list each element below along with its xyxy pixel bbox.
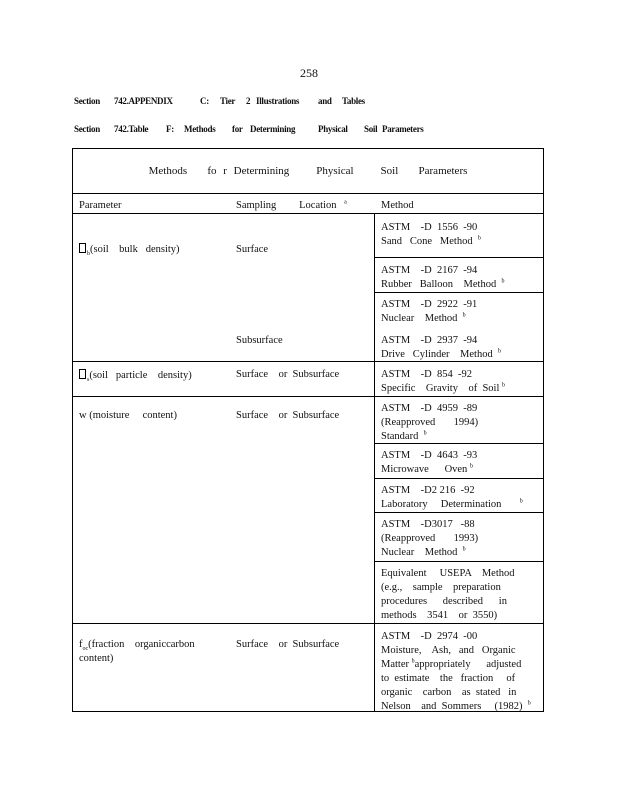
header-word: Methods [184, 124, 216, 134]
method-line: ASTM -D3017 -88 [381, 519, 475, 530]
footnote-marker: b [519, 498, 523, 505]
symbol: f [79, 639, 83, 650]
method-astm-d2974 [381, 630, 531, 714]
param-bulk-density [79, 243, 180, 257]
header-word: Physical [318, 124, 348, 134]
footnote-marker: b [469, 463, 473, 470]
divider [73, 361, 543, 362]
footnote-marker: b [477, 235, 481, 242]
param-label: (fraction organiccarbon [88, 639, 195, 650]
method-line-b [381, 498, 523, 512]
location-subsurface: Subsurface [236, 335, 283, 346]
col-header-method: Method [381, 200, 414, 211]
method-usepa-equivalent [381, 567, 515, 623]
divider [374, 561, 543, 562]
method-line: ASTM -D 2974 -00 [381, 631, 478, 642]
footnote-marker: b [462, 546, 466, 553]
method-line: ASTM -D 1556 -90 [381, 222, 478, 233]
footnote-marker: a [344, 199, 347, 206]
col-header-location-text: Sampling Location [236, 200, 337, 211]
footnote-marker: b [423, 430, 427, 437]
header-word: Section [74, 124, 100, 134]
method-text: Specific Gravity of Soil [381, 383, 500, 394]
header-word: Determining [250, 124, 296, 134]
header-word: Illustrations [256, 96, 300, 106]
divider [374, 292, 543, 293]
divider [73, 193, 543, 194]
param-particle-density [79, 369, 192, 383]
method-line-b [381, 348, 501, 362]
method-line: ASTM -D 4959 -89 [381, 403, 478, 414]
symbol-subscript: b [87, 251, 90, 258]
method-text: Matter [381, 659, 409, 670]
method-line: Equivalent USEPA Method [381, 568, 515, 579]
header-word: 2 [246, 96, 251, 106]
method-line: ASTM -D 854 -92 [381, 369, 472, 380]
method-astm-d3017 [381, 518, 478, 560]
method-line: ASTM -D 2937 -94 [381, 335, 478, 346]
divider [374, 478, 543, 479]
method-line-b [381, 235, 481, 249]
divider [73, 623, 543, 624]
header-word: Section [74, 96, 100, 106]
location-surface-or-subsurface: Surface or Subsurface [236, 369, 340, 380]
table-title: Methods fo r Determining Physical Soil Parameters [148, 165, 468, 177]
rho-symbol-icon [79, 369, 86, 379]
divider [374, 512, 543, 513]
column-divider [374, 213, 375, 711]
method-line-c [381, 546, 478, 560]
param-fraction-organic-carbon [79, 638, 195, 666]
method-astm-d2167 [381, 264, 504, 292]
footnote-marker: b [497, 348, 501, 355]
method-astm-d2216 [381, 484, 523, 512]
header-word: F: [166, 124, 174, 134]
method-text: Drive Cylinder Method [381, 349, 493, 360]
divider [374, 257, 543, 258]
header-word: C: [200, 96, 209, 106]
method-line: (Reapproved 1993) [381, 533, 479, 544]
divider [73, 213, 543, 214]
method-line: ASTM -D 2922 -91 [381, 299, 478, 310]
param-moisture-content: w (moisture content) [79, 410, 177, 421]
footnote-marker: b [502, 382, 506, 389]
header-word: and [318, 96, 332, 106]
header-word: Tier [220, 96, 236, 106]
header-word: for [232, 124, 243, 134]
method-text: Standard [381, 431, 419, 442]
method-line: organic carbon as stated in [381, 687, 517, 698]
method-line: (e.g., sample preparation [381, 582, 501, 593]
method-text: Rubber Balloon Method [381, 279, 497, 290]
method-text: Microwave Oven [381, 464, 468, 475]
page-number: 258 [300, 66, 318, 80]
location-surface: Surface [236, 244, 269, 255]
param-line [79, 638, 195, 652]
method-line: ASTM -D2 216 -92 [381, 485, 475, 496]
method-line: to estimate the fraction of [381, 673, 516, 684]
method-line: ASTM -D 4643 -93 [381, 450, 478, 461]
footnote-marker: b [411, 658, 415, 665]
method-line-c [381, 430, 478, 444]
method-astm-d4643 [381, 449, 477, 477]
method-line-b [381, 278, 504, 292]
method-text: appropriately adjusted [414, 659, 522, 670]
symbol-subscript: s [87, 377, 90, 384]
location-surface-or-subsurface: Surface or Subsurface [236, 410, 340, 421]
method-line: methods 3541 or 3550) [381, 610, 498, 621]
method-astm-d4959 [381, 402, 478, 444]
rho-symbol-icon [79, 243, 86, 253]
method-line-f [381, 700, 531, 714]
param-label: (soil bulk density) [90, 244, 180, 255]
divider [374, 443, 543, 444]
method-line-c [381, 658, 531, 672]
header-word: 742.Table [114, 124, 149, 134]
header-word: 742.APPENDIX [114, 96, 173, 106]
method-text: Nuclear Method [381, 547, 458, 558]
location-surface-or-subsurface: Surface or Subsurface [236, 639, 340, 650]
method-line-b [381, 312, 477, 326]
param-label-line2: content) [79, 653, 114, 664]
header-word: Parameters [382, 124, 424, 134]
method-line: (Reapproved 1994) [381, 417, 479, 428]
method-line-b [381, 463, 477, 477]
method-astm-d1556 [381, 221, 481, 249]
method-text: Sand Cone Method [381, 236, 473, 247]
method-text: Nelson and Sommers (1982) [381, 701, 523, 712]
footnote-marker: b [462, 312, 466, 319]
footnote-marker: b [527, 700, 531, 707]
header-word: Soil [364, 124, 378, 134]
col-header-location [236, 199, 347, 213]
method-line: Moisture, Ash, and Organic [381, 645, 516, 656]
divider [73, 396, 543, 397]
col-header-parameter: Parameter [79, 200, 122, 211]
method-line: procedures described in [381, 596, 507, 607]
method-line: ASTM -D 2167 -94 [381, 265, 478, 276]
method-astm-d2922 [381, 298, 477, 326]
method-text: Nuclear Method [381, 313, 458, 324]
footnote-marker: b [501, 278, 505, 285]
method-astm-d854 [381, 368, 505, 396]
method-text: Laboratory Determination [381, 499, 502, 510]
method-astm-d2937 [381, 334, 501, 362]
soil-parameters-table [72, 148, 544, 712]
method-line-b [381, 382, 505, 396]
header-word: Tables [342, 96, 365, 106]
param-label: (soil particle density) [89, 370, 192, 381]
symbol-subscript: oc [82, 646, 89, 653]
